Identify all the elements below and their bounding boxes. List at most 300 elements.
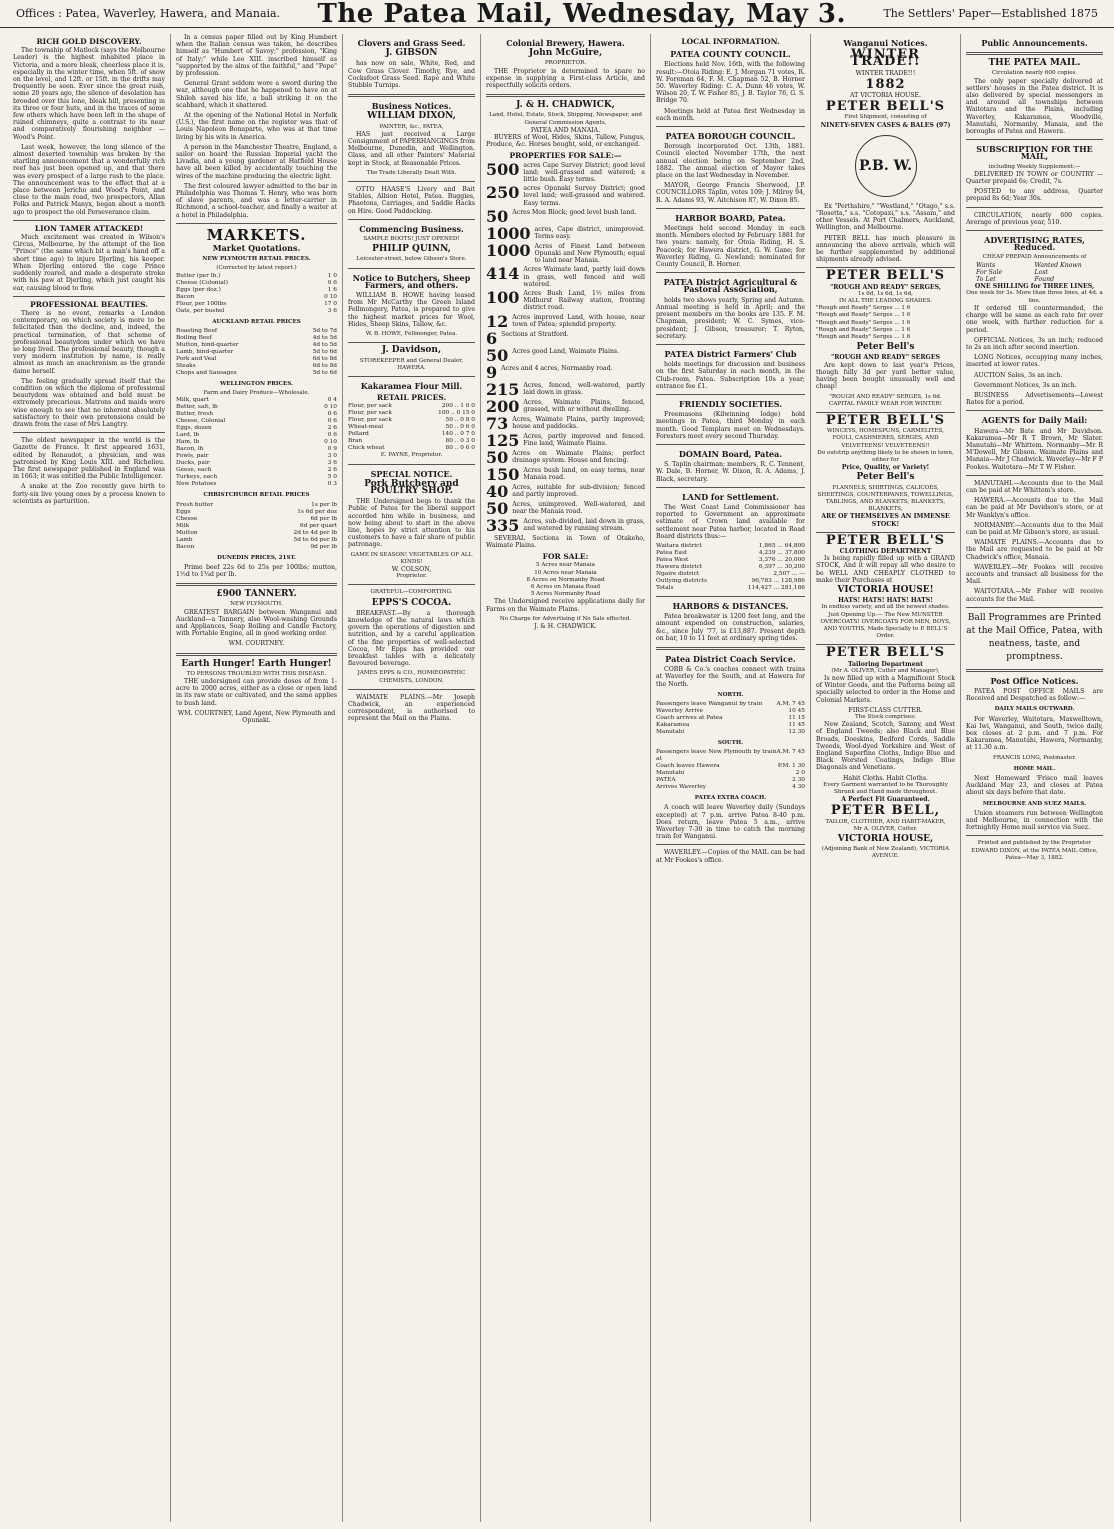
wants-item: Wants bbox=[976, 261, 996, 269]
forsale-item: 6 Acres on Manaia Road bbox=[530, 583, 601, 590]
property-acres: 73 bbox=[486, 413, 509, 433]
column-2 bbox=[171, 34, 343, 1522]
hunger-sub: TO PERSONS TROUBLED WITH THIS DISEASE. bbox=[186, 670, 327, 677]
property-listing bbox=[486, 396, 645, 416]
property-acres: 100 bbox=[486, 288, 520, 308]
price-row-label: Lard, lb bbox=[176, 432, 200, 439]
property-acres: 500 bbox=[486, 159, 520, 179]
price-row-value: 0 3 bbox=[327, 481, 337, 488]
property-desc: Acres of Finest Land between Opunaki and New Plymouth; equal to land near Manaia. bbox=[534, 242, 645, 265]
retail-heading: RETAIL PRICES. bbox=[376, 393, 447, 403]
price-row-value: 3 6 bbox=[327, 307, 337, 314]
price-row-value: 1s per lb bbox=[311, 501, 337, 508]
harbor-text: Meetings held second Monday in each month. Members elected by February 1881 for two years: namely, for Otoia Riding, H. S. Peacock; for Hawera district, G. W. Gane; for Waverley Riding, G. Newland; nominated for County Council, B. Horner. bbox=[656, 225, 805, 269]
tannery-heading: £900 TANNERY. bbox=[216, 589, 297, 600]
np-rows bbox=[176, 273, 337, 315]
price-row bbox=[176, 446, 337, 453]
price-row-value: 3 6 bbox=[327, 460, 337, 467]
price-row bbox=[176, 335, 337, 342]
property-desc: acres, Cape district, unimproved. Terms easy. bbox=[534, 225, 645, 241]
article-text: In a census paper filled out by King Humbert when the Italian census was taken, he describes himself as "Humbert of Savoy;" profession, "King of Italy;" while Leo XIII. inscribed himself as "supported by the alms of the faithful," and "Pope" by profession. bbox=[176, 34, 337, 78]
butchers-heading: Notice to Butchers, Sheep Farmers, and others. bbox=[352, 272, 471, 290]
land-row-label: Ngaire district bbox=[656, 570, 700, 577]
timetable-row bbox=[656, 708, 805, 715]
pb7-heading: PETER BELL'S bbox=[825, 645, 946, 661]
boots-heading: Commencing Business. bbox=[359, 223, 464, 234]
property-desc: Acres Mon Block; good level bush land. bbox=[512, 208, 637, 216]
masthead-title: The Patea Mail, Wednesday, May 3. bbox=[317, 0, 847, 29]
county-text-2: Meetings held at Patea first Wednesday in each month. bbox=[656, 107, 805, 122]
property-listing bbox=[486, 185, 645, 207]
article-text: The feeling gradually spread itself that the condition on which the diploma of professional beautydom was obtained and held must be extremely precarious. Matrons and maids were wise enough to see that no inherent absolutely satisfactory to their own pretensions could be drawn from the case of Mrs Langtry. bbox=[13, 377, 165, 428]
property-listing bbox=[486, 379, 645, 399]
pb-ships: Ex "Perthshire," "Westland," "Otago," s.s. "Rosetta," s.s. "Cotopaxi," s.s. "Assam," and other Vessels. At Port Chalmers, Auckland, Wellington, and Melbourne. bbox=[816, 202, 955, 232]
pb8-heading: PETER BELL, bbox=[830, 803, 941, 819]
game-text: GAME IN SEASON! VEGETABLES OF ALL KINDS! bbox=[350, 551, 473, 565]
property-desc: Acres Waimate land, partly laid down in grass, well fenced and well watered. bbox=[523, 266, 645, 288]
timetable-row-value: 4 30 bbox=[792, 784, 805, 791]
price-row bbox=[176, 273, 337, 280]
price-row-value: 6d per quart bbox=[300, 522, 337, 529]
borough-text: Borough incorporated Oct. 13th, 1881. Council elected November 17th, the next annual election being on September 2nd, 1882. The annual election of Mayor takes place on the last Wednesday in November. bbox=[656, 143, 805, 180]
column-7 bbox=[961, 34, 1108, 1522]
payne-sig: E. PAYNE, Proprietor. bbox=[380, 452, 443, 459]
price-row bbox=[176, 287, 337, 294]
pb3-sub: "ROUGH AND READY" SERGES bbox=[830, 354, 941, 362]
price-row-label: Flour, per sack bbox=[348, 403, 392, 410]
pb6-victoria: VICTORIA HOUSE! bbox=[837, 584, 934, 595]
price-row-label: Roasting Beef bbox=[176, 327, 218, 334]
price-row-value: 5d to 6d bbox=[312, 369, 337, 376]
price-row bbox=[348, 431, 475, 438]
property-acres: 1000 bbox=[486, 223, 531, 243]
timetable-row bbox=[656, 763, 805, 770]
serges-row: "Rough and Ready" Serges ... 1 6 bbox=[816, 312, 911, 319]
coach-heading: Patea District Coach Service. bbox=[665, 653, 796, 664]
timetable-row bbox=[656, 784, 805, 791]
dixon-text: HAS just received a Large Consignment of PAPERHANGINGS from Melbourne, Dunedin, and Wellington. Glass, and all other Painters' Material kept in Stock, at Reasonable Prices. bbox=[348, 130, 475, 167]
timetable-row-value: 10 45 bbox=[788, 708, 805, 714]
epps-sig: JAMES EPPS & CO., HOMŒOPATHIC CHEMISTS, LONDON. bbox=[357, 670, 466, 684]
masthead-tagline: The Settlers' Paper—Established 1875 bbox=[883, 7, 1098, 20]
haase-text: OTTO HAASE'S Livery and Bait Stables, Albion Hotel, Patea. Buggies, Phaetons, Carriages, and Saddle Hacks on Hire. Good Paddocking. bbox=[348, 186, 475, 215]
price-row bbox=[176, 349, 337, 356]
peter-bell-serges: PETER BELL'S bbox=[825, 268, 946, 284]
retail-rows bbox=[348, 403, 475, 452]
price-row bbox=[176, 439, 337, 446]
article-text: Much excitement was created in Wilson's Circus, Melbourne, by the attempt of the lion "Prince" (the same which bit a man's hand off a short time ago) to injure Djerling, his keeper. When Djerling entered the cage Prince suddenly roared, and made a desperate stroke with his paw at Djerling, which just caught his ear, causing blood to flow. bbox=[13, 234, 165, 292]
local-heading: LOCAL INFORMATION. bbox=[681, 37, 780, 46]
hats-text: HATS! HATS! HATS! HATS! bbox=[838, 597, 933, 605]
dixon-note: The Trade Liberally Dealt With. bbox=[366, 169, 457, 176]
price-row-value: 0 6 bbox=[327, 432, 337, 439]
gibson-name: J. GIBSON bbox=[385, 48, 438, 59]
column-5 bbox=[651, 34, 811, 1522]
column-4 bbox=[481, 34, 651, 1522]
land-row bbox=[656, 550, 805, 557]
timetable-row-value: P.M. 1 30 bbox=[777, 763, 805, 770]
price-row-label: Butter, fresh bbox=[176, 411, 213, 418]
price-row bbox=[176, 425, 337, 432]
price-row-label: Cheese bbox=[176, 515, 198, 522]
price-row-label: Ham, lb bbox=[176, 439, 200, 446]
paper-name: THE PATEA MAIL. bbox=[988, 58, 1081, 69]
timetable-row-value: 12 30 bbox=[788, 729, 805, 735]
chadwick-sub: Land, Hotel, Estate, Stock, Shipping, Newspaper, and General Commission Agents, bbox=[489, 112, 642, 126]
property-desc: Acres bush land, on easy terms, near Manaia road. bbox=[523, 466, 645, 481]
price-row-label: Mutton bbox=[176, 529, 198, 536]
price-row-label: Mutton, hind-quarter bbox=[176, 341, 239, 348]
land-row bbox=[656, 571, 805, 578]
price-row bbox=[176, 530, 337, 537]
timetable-row-value: 2 30 bbox=[792, 777, 805, 784]
land-row-value: 6,397 ... 30,200 bbox=[758, 563, 805, 570]
price-row-label: Lamb bbox=[176, 536, 193, 543]
stock-text: New Zealand, Scotch, Saxony, and West of England Tweeds; also Black and Blue Broads, Doeskins, Bedford Cords, Saddle Tweeds, Wool-dyed Yorkshire and West of England Superfine Cloths, Indigo Blue and Black Worsted Coatings, Indigo Blue Diagonals and Venetians. bbox=[816, 721, 955, 772]
land-heading: LAND for Settlement. bbox=[682, 491, 779, 502]
property-desc: Sections at Stratford. bbox=[501, 330, 569, 338]
gibson-text: has now on sale, White, Red, and Cow Grass Clover. Timothy, Rye, and Cocksfoot Grass Seed. Rape and White Stubble Turnips. bbox=[348, 60, 475, 90]
clover-heading: Clovers and Grass Seed. bbox=[357, 38, 466, 48]
daily-text: For Waverley, Waitotara, Maxwelltown, Kai Iwi, Wanganui, and South, twice daily, box closes at 2 p.m. and 7 p.m. For Kakaramea, Manutahi, Hawera, Normanby, at 11.30 a.m. bbox=[966, 715, 1103, 752]
tannery-text: GREATEST BARGAIN between Wanganui and Auckland—a Tannery, also Wool-washing Grounds and Appliances, Soap Boiling and Candle Factory, with Portable Engine, all in good working order. bbox=[176, 608, 337, 638]
timetable-row-value: A.M. 7 45 bbox=[776, 749, 805, 756]
price-row-label: New Potatoes bbox=[176, 481, 217, 488]
pb5-heading: Peter Bell's bbox=[856, 472, 915, 483]
price-row bbox=[176, 418, 337, 425]
pbw-emblem bbox=[855, 135, 917, 197]
forsale2-list bbox=[486, 562, 645, 598]
property-desc: Acres Bush Land, 1½ miles from Midhurst Railway station, fronting district road. bbox=[523, 290, 645, 312]
pb3-heading: Peter Bell's bbox=[856, 342, 915, 353]
timetable-row-label: Kakaramea bbox=[656, 722, 690, 728]
price-row-value: 4d to 5d bbox=[312, 334, 337, 341]
price-row bbox=[348, 410, 475, 417]
property-acres: 50 bbox=[486, 206, 509, 226]
postmaster: FRANCIS LONG, Postmaster. bbox=[992, 754, 1077, 761]
boots-sub: SAMPLE BOOTS! JUST OPENED! bbox=[363, 236, 460, 243]
property-desc: Acres and 4 acres, Normanby road. bbox=[501, 364, 613, 372]
county-heading: PATEA COUNTY COUNCIL. bbox=[670, 49, 791, 60]
property-listing bbox=[486, 223, 645, 243]
price-row-label: Fowls, pair bbox=[176, 453, 209, 460]
price-row bbox=[176, 544, 337, 551]
chch-rows bbox=[176, 502, 337, 551]
wants-item: Found bbox=[1034, 276, 1055, 284]
wants-item: To Let bbox=[976, 276, 996, 284]
agri-text: holds two shows yearly, Spring and Autumn. Annual meeting is held in April; and the present members on the books are 135. F. M. Chapman, president; W. C. Symes, vice-president; J. Gibson, treasurer; T. Ryton, secretary. bbox=[656, 296, 805, 340]
property-acres: 150 bbox=[486, 464, 520, 484]
subscription-sub: including Weekly Supplement:— bbox=[988, 163, 1081, 170]
pb4-text-2: Do outstrip anything likely to be shown in town, either for bbox=[817, 449, 954, 463]
property-listing bbox=[486, 464, 645, 484]
timetable-row bbox=[656, 722, 805, 729]
price-row-label: Ducks, pair bbox=[176, 460, 210, 467]
property-desc: Acres good Land, Waimate Plains. bbox=[512, 347, 620, 355]
land-row-value: 3,376 ... 20,000 bbox=[758, 556, 805, 563]
price-row-value: 3 0 bbox=[327, 453, 337, 460]
business-notices: Business Notices. bbox=[371, 101, 452, 112]
extra-text: A coach will leave Waverley daily (Sundays excepted) at 7 p.m. arrive Patea 8-40 p.m. Does return, leave Patea 5 a.m., arrive Waverley 7-30 in time to catch the morning train for Wanganui. bbox=[656, 804, 805, 841]
long-text: LONG Notices, occupying many inches, inserted at lower rates. bbox=[966, 354, 1103, 369]
mcguire-sub: PROPRIETOR. bbox=[544, 60, 587, 67]
price-row bbox=[176, 363, 337, 370]
waimate-text: WAIMATE PLAINS.—Mr Joseph Chadwick, an experienced correspondent, is authorised to represent the Mail on the Plains. bbox=[348, 693, 475, 723]
land-row-label: Waitara district bbox=[656, 542, 702, 549]
headline-gold: RICH GOLD DISCOVERY. bbox=[36, 37, 142, 46]
property-acres: 50 bbox=[486, 345, 509, 365]
price-row bbox=[176, 404, 337, 411]
wants-grid bbox=[966, 262, 1103, 284]
property-desc: Acres, Waimate Plains, fenced, grassed, with or without dwelling. bbox=[523, 398, 645, 413]
dunedin-text: Prime beef 22s 6d to 25s per 100lbs; mutton, 1½d to 1¾d per lb. bbox=[176, 563, 337, 578]
property-acres: 250 bbox=[486, 183, 520, 203]
kakaramea-heading: Kakaramea Flour Mill. bbox=[360, 380, 463, 391]
price-row-value: 2d to 4d per lb bbox=[293, 529, 337, 536]
well-sub: Farm and Dairy Produce—Wholesale. bbox=[203, 390, 310, 397]
ball-programmes: Ball Programmes are Printed at the Mail Office, Patea, with neatness, taste, and promptness. bbox=[966, 612, 1103, 662]
property-acres: 9 bbox=[486, 362, 498, 382]
forsale-heading: PROPERTIES FOR SALE:— bbox=[509, 151, 622, 161]
price-row-label: Bacon bbox=[176, 293, 195, 300]
timetable-row-value: 11 15 bbox=[788, 715, 805, 721]
price-row-label: Eggs (per doz.) bbox=[176, 286, 221, 293]
timetable-row-label: Passengers leave New Plymouth by train at bbox=[656, 749, 777, 763]
forsale2-heading: FOR SALE: bbox=[542, 552, 589, 562]
property-listing bbox=[486, 515, 645, 535]
daily-heading: DAILY MAILS OUTWARD. bbox=[994, 706, 1075, 713]
price-row-value: 0 10 bbox=[324, 293, 337, 300]
manutahi-text: MANUTAHI.—Accounts due to the Mail can be paid at Mr Whittem's store. bbox=[966, 479, 1103, 494]
property-acres: 50 bbox=[486, 447, 509, 467]
price-row-label: Lamb, hind-quarter bbox=[176, 348, 234, 355]
price-row-value: 6d per lb bbox=[310, 515, 337, 522]
serges-row: "Rough and Ready" Serges ... 1 6 bbox=[816, 326, 911, 333]
monster-text: Just Opening Up.— The New MUNSTER OVERCOATS! OVERCOATS FOR MEN, BOYS, AND YOUTHS, Made Specially to P. BELL'S Order. bbox=[820, 611, 951, 640]
winter-sub: WINTER TRADE!!! bbox=[855, 69, 916, 77]
coach-text: COBB & Co.'s coaches connect with trains at Waverley for the South, and at Hawera for the North. bbox=[656, 666, 805, 688]
land-row-value: 2,507 ... — bbox=[773, 570, 805, 577]
davidson-sub: STOREKEEPER and General Dealer, HAWERA. bbox=[359, 357, 464, 371]
price-row bbox=[176, 432, 337, 439]
pbw-text: P.B. W. bbox=[858, 157, 913, 174]
property-desc: Acres improved Land, with house, near town of Patea; splendid property. bbox=[512, 313, 645, 328]
price-row-label: Fresh butter bbox=[176, 501, 214, 508]
price-row-label: Flour, per sack bbox=[348, 417, 392, 424]
howe-sig: W. B. HOWE, Fellmonger, Patea. bbox=[365, 331, 458, 338]
domain-text: S. Taplin chairman; members, R. C. Tennent, W. Dale, B. Horner, W. Dixon, R. A. Adams, J. Black, secretary. bbox=[656, 461, 805, 483]
price-row-value: 200 .. 1 0 0 bbox=[441, 403, 475, 410]
home-heading: HOME MAIL. bbox=[1013, 765, 1056, 772]
mcguire-name: John McGuire, bbox=[528, 48, 603, 59]
chch-heading: CHRISTCHURCH RETAIL PRICES bbox=[203, 492, 310, 499]
pb4-heading: PETER BELL'S bbox=[825, 412, 946, 428]
article-text: There is no event, remarks a London contemporary, on which society is more to be felicitated than the decline, and, indeed, the practical termination, of that scheme of professional beautydom under which we have so long lived. The professional beauty, though a very modern institution by name, is really almost as much an anachronism as the grande dame herself. bbox=[13, 309, 165, 375]
timetable-row-value: 11 45 bbox=[788, 722, 805, 728]
column-3 bbox=[343, 34, 481, 1522]
auck-rows bbox=[176, 328, 337, 377]
price-row-label: Pork and Veal bbox=[176, 355, 217, 362]
timetable-row-label: Manutahi bbox=[656, 729, 685, 735]
price-row-value: 5 0 bbox=[327, 474, 337, 481]
land-row bbox=[656, 557, 805, 564]
price-row-label: Milk bbox=[176, 522, 190, 529]
land-row bbox=[656, 578, 805, 585]
property-listing bbox=[486, 159, 645, 184]
habit-text: Habit Cloths. Habit Cloths. bbox=[842, 774, 929, 782]
article-text: A snake at the Zoo recently gave birth to forty-six live young ones by a process known to scientists as parturition. bbox=[13, 483, 165, 505]
property-listing bbox=[486, 481, 645, 501]
property-listing bbox=[486, 430, 645, 450]
wanganui-heading: Wanganui Notices. bbox=[843, 38, 928, 48]
special-notice: SPECIAL NOTICE. bbox=[370, 468, 453, 479]
property-acres: 335 bbox=[486, 515, 520, 535]
property-desc: acres Opunaki Survey District; good level land; well-grassed and watered. Easy terms. bbox=[523, 185, 645, 207]
wants-item: Wanted Known bbox=[1034, 261, 1082, 269]
price-row-value: 9d per lb bbox=[310, 543, 337, 550]
land-row-value: 4,239 ... 37,800 bbox=[758, 549, 805, 556]
business-text: BUSINESS Advertisements—Lowest Rates for a period. bbox=[966, 391, 1103, 407]
price-row-value: 2 6 bbox=[327, 467, 337, 474]
property-acres: 215 bbox=[486, 379, 520, 399]
price-row-value: 17 0 bbox=[324, 300, 337, 307]
price-row-value: 50 .. 0 8 0 bbox=[445, 417, 475, 424]
property-listing bbox=[486, 498, 645, 518]
price-row bbox=[176, 516, 337, 523]
waverley-text: WAVERLEY.—Copies of the MAIL can be had at Mr Fookes's office. bbox=[656, 849, 805, 864]
price-row bbox=[176, 523, 337, 530]
hunger-heading: Earth Hunger! Earth Hunger! bbox=[181, 658, 332, 669]
masthead-offices: Offices : Patea, Waverley, Hawera, and Manaia. bbox=[16, 7, 281, 20]
price-row-label: Eggs bbox=[176, 508, 191, 515]
quinn-sub: Leicester-street, below Gibson's Store. bbox=[356, 256, 467, 263]
waimate-accounts: WAIMATE PLAINS.—Accounts due to the Mail are requested to be paid at Mr Chadwick's office, Manaia. bbox=[966, 539, 1103, 561]
pb8-text-2: Mr A. OLIVER, Cutter. bbox=[853, 825, 918, 832]
davidson-name: J. Davidson, bbox=[381, 345, 442, 356]
price-row-label: Oats, per bushel bbox=[176, 307, 225, 314]
columns bbox=[8, 34, 1108, 1522]
price-row bbox=[176, 474, 337, 481]
property-listing bbox=[486, 362, 645, 382]
tannery-sig: WM. COURTNEY. bbox=[228, 640, 285, 648]
north-rows bbox=[656, 701, 805, 736]
property-desc: Acres on Waimate Plains; perfect drainage system. House and fencing. bbox=[512, 449, 645, 464]
agents-heading: AGENTS for Daily Mail: bbox=[981, 415, 1088, 426]
price-row-value: 0 6 bbox=[327, 418, 337, 425]
property-listing bbox=[486, 345, 645, 365]
well-heading: WELLINGTON PRICES. bbox=[220, 380, 293, 387]
timetable-row-label: Coach leaves Hawera bbox=[656, 763, 720, 770]
price-row-label: Eggs, dozen bbox=[176, 425, 212, 432]
timetable-row bbox=[656, 729, 805, 736]
price-row bbox=[176, 294, 337, 301]
hunger-sig: WM. COURTNEY, Land Agent, New Plymouth and Opunaki. bbox=[177, 709, 336, 724]
price-row-value: 4d to 5d bbox=[312, 341, 337, 348]
dixon-sub: PAINTER, &c., PATEA, bbox=[379, 123, 444, 130]
property-desc: Acres, partly improved and fenced. Fine land, Waimate Plains. bbox=[523, 432, 645, 447]
article-text: Last week, however, the long silence of the almost deserted township was broken by the startling announcement that a wonderfully rich reef has just been opened up, and that there was every prospect of a large rush to the place. The announcement was to the effect that at a place between Jericho and Wood's Point, and close to the main road, two prospectors, Allan Folks and Patrick Manyx, began about a month ago to prospect the old Perseverance claim. bbox=[13, 143, 165, 216]
timetable-row-label: PATEA bbox=[656, 777, 676, 784]
printed-by: Printed and published by the Proprietor EDWARD DIXON, at the PATEA MAIL Office, Patea—May 3, 1882. bbox=[971, 840, 1098, 861]
price-row-value: 0 6 bbox=[327, 411, 337, 418]
timetable-row bbox=[656, 770, 805, 777]
well-rows bbox=[176, 397, 337, 488]
price-row-label: Steaks bbox=[176, 362, 196, 369]
price-row-value: 80 .. 0 6 0 bbox=[445, 445, 475, 452]
price-row bbox=[176, 453, 337, 460]
hawera-text: HAWERA.—Accounts due to the Mail can be paid at Mr Davidson's store, or at Mr Wanklyn's office. bbox=[966, 497, 1103, 519]
price-row-value: 0 10 bbox=[324, 404, 337, 411]
price-row bbox=[176, 397, 337, 404]
price-row-value: 80 .. 0 3 0 bbox=[445, 438, 475, 445]
price-row-label: Chick wheat bbox=[348, 445, 385, 452]
forsale-item: 10 Acres near Manaia bbox=[534, 569, 597, 576]
year: 1882 bbox=[865, 76, 906, 92]
tailoring-heading: Tailoring Department bbox=[847, 660, 924, 668]
order-text: If ordered till countermanded, the charge will be same as each rate for over one week, with further reduction for a period. bbox=[966, 304, 1103, 334]
tannery-sub: NEW PLYMOUTH. bbox=[230, 601, 283, 608]
pb5-text-2: ARE OF THEMSELVES AN IMMENSE STOCK! bbox=[821, 513, 950, 528]
price-row-label: Butter, salt, lb bbox=[176, 404, 218, 411]
price-row-label: Turkeys, each bbox=[176, 474, 218, 481]
several-text: SEVERAL Sections in Town of Otakeho, Waimate Plains. bbox=[486, 534, 645, 549]
winter-heading: WINTER TRADE!! bbox=[850, 47, 921, 70]
price-row bbox=[176, 356, 337, 363]
article-text: General Grant seldom wore a sword during the war, although one that he happened to have on at Shiloh saved his life, a ball striking it on the scabbard, which it shattered. bbox=[176, 80, 337, 109]
price-row-label: Bran bbox=[348, 438, 363, 445]
price-row-value: 50 .. 0 6 0 bbox=[445, 424, 475, 431]
price-row-label: Geese, each bbox=[176, 467, 212, 474]
markets-heading: MARKETS. bbox=[206, 225, 307, 244]
price-row-value: 140 .. 0 7 0 bbox=[441, 431, 475, 438]
garment-text: Every Garment warranted to be Thoroughly Shrunk and Hand made throughout. bbox=[823, 781, 948, 796]
price-row bbox=[176, 280, 337, 287]
property-listing bbox=[486, 447, 645, 467]
price-row bbox=[176, 460, 337, 467]
price-row-label: Bacon, lb bbox=[176, 446, 204, 453]
waverley-accounts: WAVERLEY.—Mr Fookes will receive accounts and transact all business for the Mail. bbox=[966, 563, 1103, 586]
cutter-text: FIRST-CLASS CUTTER. bbox=[848, 706, 923, 714]
south-heading: SOUTH. bbox=[717, 740, 744, 746]
price-row-value: 1 0 bbox=[327, 272, 337, 279]
property-acres: 125 bbox=[486, 430, 520, 450]
price-row bbox=[176, 509, 337, 516]
chadwick-loc: PATEA AND MANAIA. bbox=[530, 126, 601, 134]
normanby-text: NORMANBY.—Accounts due to the Mail can be paid at Mr Gibson's store, as usual. bbox=[966, 521, 1103, 536]
wants-item: Lost bbox=[1034, 268, 1048, 276]
timetable-row bbox=[656, 777, 805, 784]
borough-text-2: MAYOR, George Francis Sherwood, J.P. COUNCILLORS Taplin, votes 109; J. Milroy 94, R. A. Adams 93, W. Aitchison 87, W. Dixon 85. bbox=[656, 182, 805, 204]
agri-heading: PATEA District Agricultural & Pastoral Association, bbox=[663, 277, 798, 295]
circ-paragraph: The only paper specially delivered at settlers' houses in the Patea district. It is also delivered by special messengers in and around all townships between Waitotara and the Plains, including Waverley, Kakaramea, Woodville, Manutahi, Normanby, Manaia, and the boroughs of Patea and Hawera. bbox=[966, 77, 1103, 136]
column-1 bbox=[8, 34, 171, 1522]
price-row-value: 0 9 bbox=[327, 446, 337, 453]
headline-lion: LION TAMER ATTACKED! bbox=[34, 223, 144, 233]
peter-bell-heading: PETER BELL'S bbox=[825, 99, 946, 115]
price-row-label: Flour, per sack bbox=[348, 410, 392, 417]
property-acres: 6 bbox=[486, 328, 498, 348]
adv-heading: ADVERTISING RATES, Reduced. bbox=[984, 235, 1085, 253]
land-row bbox=[656, 585, 805, 592]
property-listing bbox=[486, 413, 645, 433]
post-text: PATEA POST OFFICE MAILS are Received and Despatched as follow:— bbox=[966, 688, 1103, 703]
north-heading: NORTH. bbox=[717, 691, 744, 698]
mcguire-text: THE Proprietor is determined to spare no expense in supplying a First-class Article, and respectfully solicits orders. bbox=[486, 67, 645, 90]
serges-sub: IN ALL THE LEADING SHADES. bbox=[838, 298, 932, 305]
price-row-value: 5d to 6d per lb bbox=[293, 536, 337, 543]
timetable-row-label: Arrives Waverley bbox=[656, 784, 707, 791]
hats-sub: In endless variety, and all the newest shades. bbox=[821, 604, 950, 611]
